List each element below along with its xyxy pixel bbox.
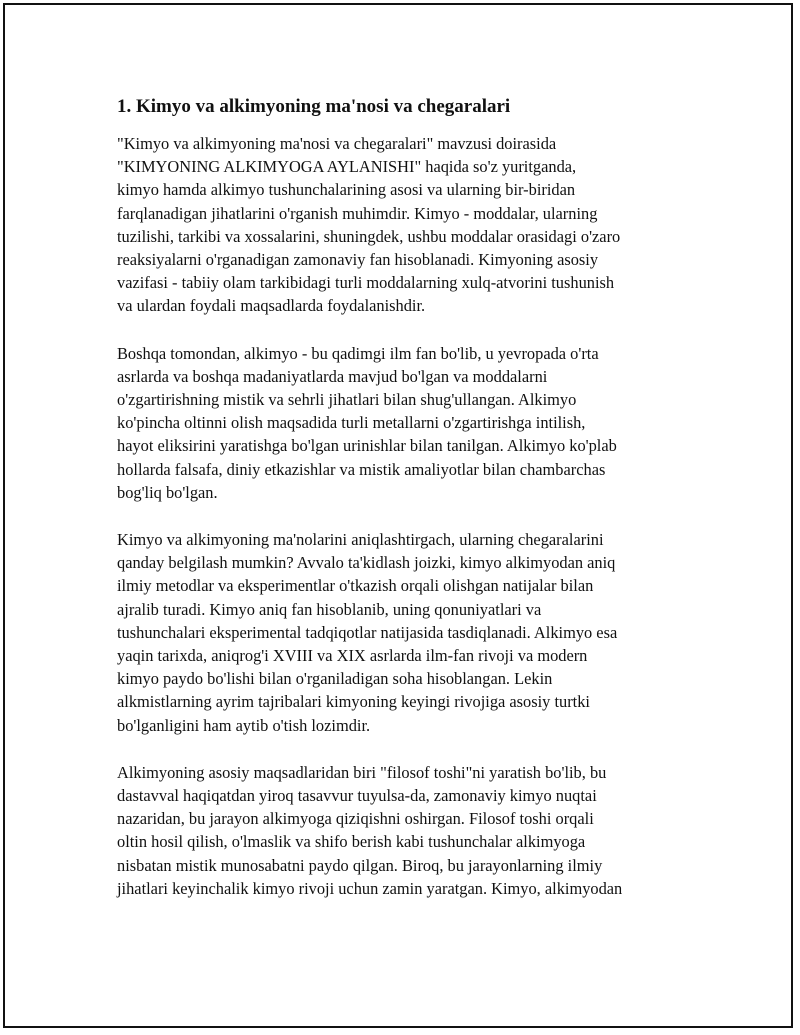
section-heading: 1. Kimyo va alkimyoning ma'nosi va chegaralari <box>117 96 511 117</box>
text-line: yaqin tarixda, aniqrog'i XVIII va XIX asrlarda ilm-fan rivoji va modern <box>117 646 588 666</box>
paragraph-container <box>117 132 697 900</box>
text-line: "KIMYONING ALKIMYOGA AYLANISHI" haqida so'z yuritganda, <box>117 157 577 177</box>
text-line: Alkimyoning asosiy maqsadlaridan biri "filosof toshi"ni yaratish bo'lib, bu <box>117 762 607 782</box>
text-line: bo'lganligini ham aytib o'tish lozimdir. <box>117 715 371 735</box>
text-line: nisbatan mistik munosabatni paydo qilgan. Biroq, bu jarayonlarning ilmiy <box>117 855 603 875</box>
text-line: ajralib turadi. Kimyo aniq fan hisoblanib, uning qonuniyatlari va <box>117 599 542 619</box>
text-line: kimyo hamda alkimyo tushunchalarining asosi va ularning bir-biridan <box>117 180 576 200</box>
text-line: qanday belgilash mumkin? Avvalo ta'kidlash joizki, kimyo alkimyodan aniq <box>117 553 616 573</box>
paragraph <box>117 132 697 318</box>
text-line: tushunchalari eksperimental tadqiqotlar natijasida tasdiqlanadi. Alkimyo esa <box>117 622 618 642</box>
text-line: reaksiyalarni o'rganadigan zamonaviy fan hisoblanadi. Kimyoning asosiy <box>117 250 599 270</box>
text-line: asrlarda va boshqa madaniyatlarda mavjud bo'lgan va moddalarni <box>117 366 548 386</box>
text-line: ko'pincha oltinni olish maqsadida turli metallarni o'zgartirishga intilish, <box>117 413 586 433</box>
text-line: o'zgartirishning mistik va sehrli jihatlari bilan shug'ullangan. Alkimyo <box>117 390 577 410</box>
document-body <box>117 95 697 924</box>
text-line: vazifasi - tabiiy olam tarkibidagi turli moddalarning xulq-atvorini tushunish <box>117 273 615 293</box>
text-line: jihatlari keyinchalik kimyo rivoji uchun zamin yaratgan. Kimyo, alkimyodan <box>117 878 623 898</box>
text-line: hollarda falsafa, diniy etkazishlar va mistik amaliyotlar bilan chambarchas <box>117 459 606 479</box>
paragraph <box>117 761 697 900</box>
paragraph <box>117 342 697 504</box>
text-line: ilmiy metodlar va eksperimentlar o'tkazish orqali olishgan natijalar bilan <box>117 576 594 596</box>
text-line: alkmistlarning ayrim tajribalari kimyoning keyingi rivojiga asosiy turtki <box>117 692 590 712</box>
text-line: "Kimyo va alkimyoning ma'nosi va chegaralari" mavzusi doirasida <box>117 134 557 153</box>
text-line: nazaridan, bu jarayon alkimyoga qiziqishni oshirgan. Filosof toshi orqali <box>117 809 594 829</box>
text-line: oltin hosil qilish, o'lmaslik va shifo berish kabi tushunchalar alkimyoga <box>117 832 586 852</box>
text-line: va ulardan foydali maqsadlarda foydalanishdir. <box>117 296 426 316</box>
text-line: kimyo paydo bo'lishi bilan o'rganiladigan soha hisoblangan. Lekin <box>117 669 553 689</box>
text-line: Boshqa tomondan, alkimyo - bu qadimgi ilm fan bo'lib, u yevropada o'rta <box>117 343 599 363</box>
text-line: dastavval haqiqatdan yiroq tasavvur tuyulsa-da, zamonaviy kimyo nuqtai <box>117 786 597 806</box>
text-line: Kimyo va alkimyoning ma'nolarini aniqlashtirgach, ularning chegaralarini <box>117 530 604 550</box>
text-line: hayot eliksirini yaratishga bo'lgan urinishlar bilan tanilgan. Alkimyo ko'plab <box>117 436 617 456</box>
text-line: tuzilishi, tarkibi va xossalarini, shuningdek, ushbu moddalar orasidagi o'zaro <box>117 226 621 246</box>
text-line: farqlanadigan jihatlarini o'rganish muhimdir. Kimyo - moddalar, ularning <box>117 203 598 223</box>
text-line: bog'liq bo'lgan. <box>117 482 218 502</box>
paragraph <box>117 528 697 737</box>
